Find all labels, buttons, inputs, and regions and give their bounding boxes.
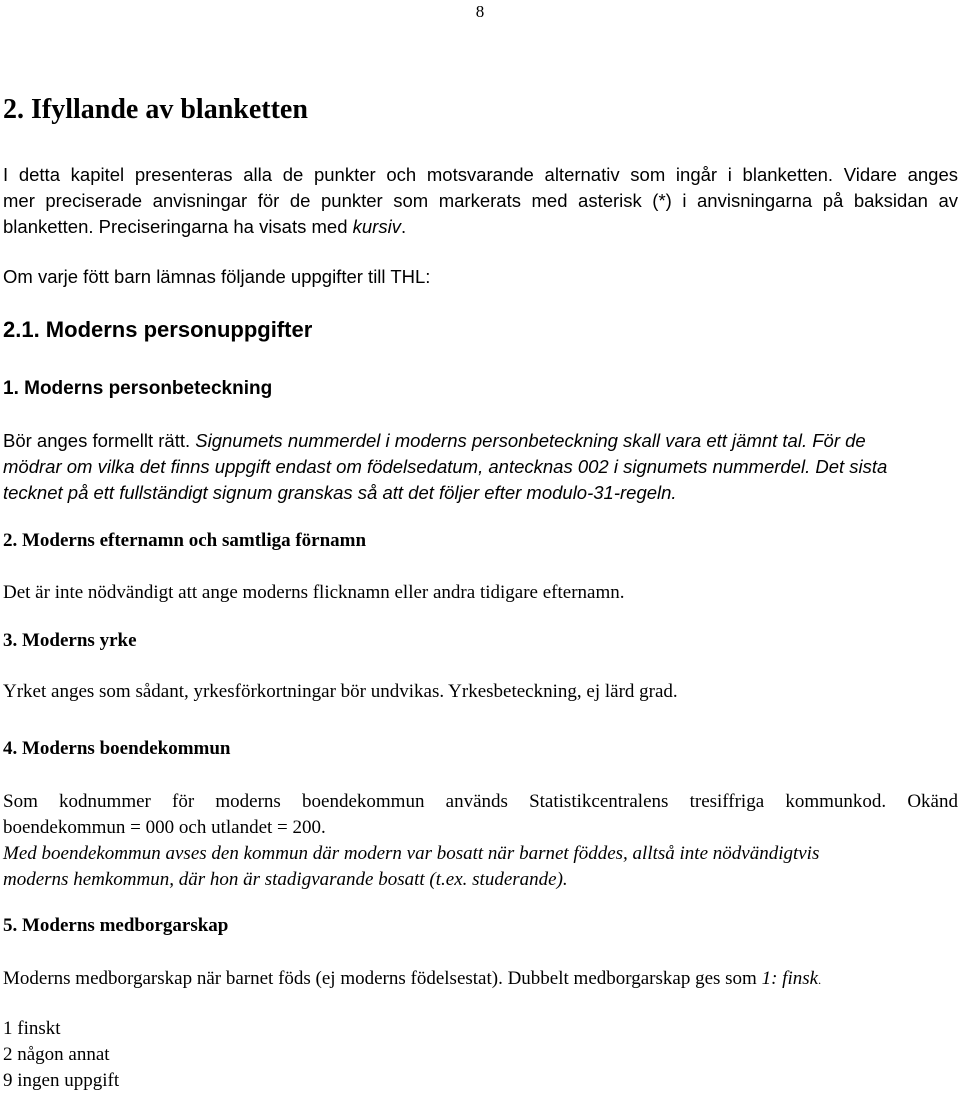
chapter-title: 2. Ifyllande av blanketten bbox=[3, 94, 308, 125]
item-5-text bbox=[3, 966, 821, 993]
option-item: 2 någon annat bbox=[3, 1044, 110, 1065]
item-3-text: Yrket anges som sådant, yrkesförkortningar bör undvikas. Yrkesbeteckning, ej lärd grad. bbox=[3, 681, 678, 702]
intro-italic-word: kursiv bbox=[352, 216, 401, 237]
item-2-title: 2. Moderns efternamn och samtliga förnamn bbox=[3, 530, 367, 551]
page-number: 8 bbox=[475, 2, 485, 21]
item-3-title: 3. Moderns yrke bbox=[3, 630, 137, 651]
item-1-line-2: mödrar om vilka det finns uppgift endast om födelsedatum, antecknas 002 i signumets nummerdel. Det sista bbox=[3, 456, 888, 477]
intro-line-2: mer preciserade anvisningar för de punkter som markerats med asterisk (*) i anvisningarna på baksidan av bbox=[3, 190, 958, 211]
item-5-title: 5. Moderns medborgarskap bbox=[3, 915, 229, 936]
item-4-line-4: moderns hemkommun, där hon är stadigvarande bosatt (t.ex. studerande). bbox=[3, 869, 568, 890]
intro-line-3: blanketten. Preciseringarna ha visats med kursiv. bbox=[3, 216, 407, 237]
option-item: 9 ingen uppgift bbox=[3, 1070, 120, 1091]
item-1-line-1: Bör anges formellt rätt. Signumets nummerdel i moderns personbeteckning skall vara ett jämnt tal. För de bbox=[3, 430, 866, 451]
item-4-line-2: boendekommun = 000 och utlandet = 200. bbox=[3, 817, 326, 838]
item-1-text bbox=[3, 428, 887, 506]
section-title: 2.1. Moderns personuppgifter bbox=[3, 317, 313, 342]
item-2-text: Det är inte nödvändigt att ange moderns flicknamn eller andra tidigare efternamn. bbox=[3, 582, 625, 603]
item-5-line-1: Moderns medborgarskap när barnet föds (ej moderns födelsestat). Dubbelt medborgarskap ges som 1: finsk. bbox=[3, 968, 822, 989]
item-5-options bbox=[3, 1016, 119, 1094]
item-4-line-3: Med boendekommun avses den kommun där modern var bosatt när barnet föddes, alltså inte nödvändigtvis bbox=[3, 843, 820, 864]
item-4-title: 4. Moderns boendekommun bbox=[3, 738, 231, 759]
chapter-lead: Om varje fött barn lämnas följande uppgifter till THL: bbox=[3, 266, 431, 287]
item-4-text bbox=[3, 789, 958, 893]
item-1-title: 1. Moderns personbeteckning bbox=[3, 378, 273, 399]
item-4-line-1: Som kodnummer för moderns boendekommun används Statistikcentralens tresiffriga kommunkod. Okänd bbox=[3, 791, 958, 812]
intro-line-1: I detta kapitel presenteras alla de punkter och motsvarande alternativ som ingår i blanketten. Vidare anges bbox=[3, 164, 958, 185]
chapter-intro bbox=[3, 162, 958, 240]
option-item: 1 finskt bbox=[3, 1018, 61, 1039]
item-1-line-3: tecknet på ett fullständigt signum granskas så att det följer efter modulo-31-regeln. bbox=[3, 482, 677, 503]
